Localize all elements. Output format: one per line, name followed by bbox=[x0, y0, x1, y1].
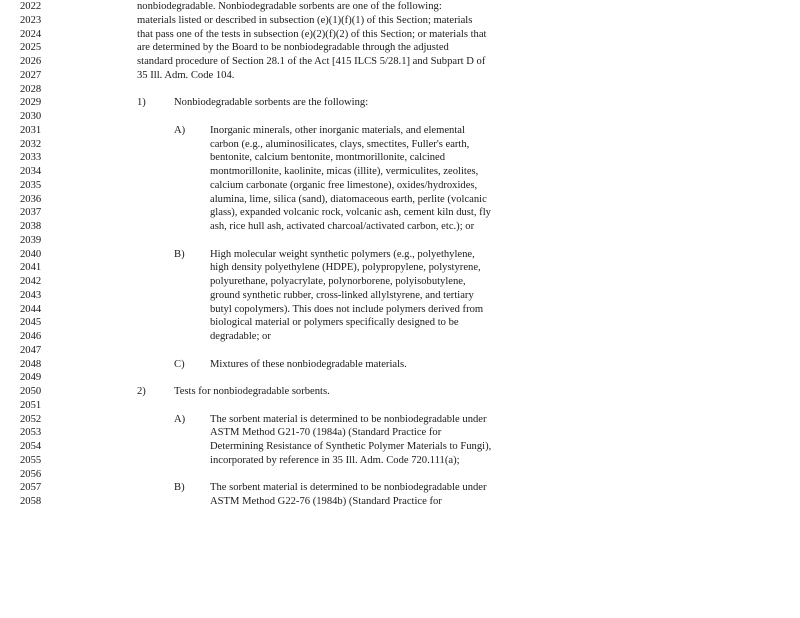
document-line bbox=[0, 14, 800, 28]
document-line bbox=[0, 0, 800, 14]
document-line bbox=[0, 468, 800, 482]
subsection-label: C) bbox=[174, 358, 185, 370]
subsection-label: B) bbox=[174, 482, 185, 494]
line-number: 2058 bbox=[20, 496, 42, 507]
line-text: high density polyethylene (HDPE), polypropylene, polystyrene, bbox=[210, 262, 481, 274]
line-number: 2026 bbox=[20, 56, 42, 67]
document-line bbox=[0, 179, 800, 193]
line-number: 2045 bbox=[20, 317, 42, 329]
document-line bbox=[0, 124, 800, 138]
line-text: alumina, lime, silica (sand), diatomaceous earth, perlite (volcanic bbox=[210, 193, 487, 205]
line-number: 2035 bbox=[20, 179, 42, 191]
line-text: that pass one of the tests in subsection (e)(2)(f)(2) of this Section; or materials that bbox=[137, 28, 487, 40]
line-text: incorporated by reference in 35 Ill. Adm. Code 720.111(a); bbox=[210, 454, 460, 466]
document-line bbox=[0, 413, 800, 427]
line-number: 2041 bbox=[20, 262, 42, 274]
line-number: 2025 bbox=[20, 42, 42, 54]
subsection-label: A) bbox=[174, 413, 186, 425]
line-number: 2047 bbox=[20, 344, 42, 356]
document-line bbox=[0, 151, 800, 165]
line-number: 2031 bbox=[20, 124, 42, 136]
line-text: biological material or polymers specifically designed to be bbox=[210, 317, 459, 329]
line-text: calcium carbonate (organic free limestone), oxides/hydroxides, bbox=[210, 179, 478, 191]
line-text: materials listed or described in subsection (e)(1)(f)(1) of this Section; materials bbox=[137, 14, 473, 26]
line-number: 2038 bbox=[20, 221, 42, 232]
subsection-label: B) bbox=[174, 248, 185, 260]
document-line bbox=[0, 344, 800, 358]
line-number: 2048 bbox=[20, 358, 42, 370]
line-text: Tests for nonbiodegradable sorbents. bbox=[174, 386, 330, 397]
document-line bbox=[0, 454, 800, 468]
document-line bbox=[0, 330, 800, 344]
document-line bbox=[0, 138, 800, 152]
line-text: carbon (e.g., aluminosilicates, clays, smectites, Fuller's earth, bbox=[210, 138, 470, 150]
subsection-label: 1) bbox=[137, 97, 146, 109]
line-number: 2044 bbox=[20, 303, 42, 315]
line-text: montmorillonite, kaolinite, micas (illite), vermiculites, zeolites, bbox=[210, 166, 479, 177]
document-line bbox=[0, 358, 800, 372]
line-number: 2043 bbox=[20, 289, 42, 301]
document-line bbox=[0, 261, 800, 275]
line-text: Determining Resistance of Synthetic Polymer Materials to Fungi), bbox=[210, 441, 492, 452]
line-number: 2053 bbox=[20, 427, 42, 439]
document-line bbox=[0, 303, 800, 317]
line-number: 2055 bbox=[20, 454, 42, 466]
line-number: 2032 bbox=[20, 138, 42, 150]
line-text: ASTM Method G22-76 (1984b) (Standard Practice for bbox=[210, 496, 442, 507]
document-line bbox=[0, 165, 800, 179]
document-line bbox=[0, 220, 800, 234]
line-number: 2040 bbox=[20, 248, 42, 260]
line-text: The sorbent material is determined to be nonbiodegradable under bbox=[210, 482, 487, 494]
document-line bbox=[0, 440, 800, 454]
line-number: 2022 bbox=[20, 1, 42, 12]
line-text: Inorganic minerals, other inorganic materials, and elemental bbox=[210, 124, 465, 136]
document-line bbox=[0, 193, 800, 207]
line-text: nonbiodegradable. Nonbiodegradable sorbents are one of the following: bbox=[137, 1, 442, 12]
line-text: Nonbiodegradable sorbents are the following: bbox=[174, 97, 369, 109]
line-number: 2051 bbox=[20, 399, 42, 411]
line-number: 2054 bbox=[20, 441, 42, 452]
document-line bbox=[0, 399, 800, 413]
line-number: 2033 bbox=[20, 152, 42, 164]
line-number: 2027 bbox=[20, 69, 42, 81]
line-text: degradable; or bbox=[210, 331, 271, 342]
line-number: 2034 bbox=[20, 166, 42, 177]
line-number: 2050 bbox=[20, 386, 42, 397]
line-number: 2036 bbox=[20, 193, 42, 205]
line-text: Mixtures of these nonbiodegradable materials. bbox=[210, 358, 407, 370]
document-line bbox=[0, 275, 800, 289]
line-number: 2049 bbox=[20, 372, 42, 384]
line-number: 2039 bbox=[20, 234, 42, 246]
line-text: butyl copolymers). This does not include polymers derived from bbox=[210, 303, 484, 315]
document-line bbox=[0, 248, 800, 262]
document-line bbox=[0, 316, 800, 330]
document-line bbox=[0, 55, 800, 69]
document-line bbox=[0, 206, 800, 220]
subsection-label: A) bbox=[174, 124, 186, 136]
line-text: ASTM Method G21-70 (1984a) (Standard Practice for bbox=[210, 427, 442, 439]
document-line bbox=[0, 385, 800, 399]
line-text: ground synthetic rubber, cross-linked allylstyrene, and tertiary bbox=[210, 289, 474, 301]
line-number: 2029 bbox=[20, 97, 42, 109]
line-text: ash, rice hull ash, activated charcoal/activated carbon, etc.); or bbox=[210, 221, 475, 232]
line-number: 2023 bbox=[20, 14, 42, 26]
document-line bbox=[0, 110, 800, 124]
subsection-label: 2) bbox=[137, 386, 146, 397]
line-number: 2024 bbox=[20, 28, 42, 40]
line-number: 2057 bbox=[20, 482, 42, 494]
line-number: 2028 bbox=[20, 83, 42, 95]
line-number: 2042 bbox=[20, 276, 42, 287]
document-line bbox=[0, 371, 800, 385]
document-line bbox=[0, 426, 800, 440]
line-text: The sorbent material is determined to be nonbiodegradable under bbox=[210, 413, 487, 425]
document-line bbox=[0, 28, 800, 42]
line-text: 35 Ill. Adm. Code 104. bbox=[137, 69, 235, 81]
document-line bbox=[0, 289, 800, 303]
line-text: standard procedure of Section 28.1 of the Act [415 ILCS 5/28.1] and Subpart D of bbox=[137, 56, 486, 67]
line-text: polyurethane, polyacrylate, polynorborene, polyisobutylene, bbox=[210, 276, 466, 287]
line-number: 2030 bbox=[20, 111, 42, 122]
line-number: 2046 bbox=[20, 331, 42, 342]
document-line bbox=[0, 234, 800, 248]
document-line bbox=[0, 69, 800, 83]
line-number: 2052 bbox=[20, 413, 42, 425]
line-text: bentonite, calcium bentonite, montmorillonite, calcined bbox=[210, 152, 446, 164]
line-text: High molecular weight synthetic polymers (e.g., polyethylene, bbox=[210, 248, 475, 260]
line-text: glass), expanded volcanic rock, volcanic ash, cement kiln dust, fly bbox=[210, 207, 491, 219]
document-line bbox=[0, 83, 800, 97]
document-line bbox=[0, 96, 800, 110]
document-line bbox=[0, 41, 800, 55]
line-number: 2056 bbox=[20, 468, 42, 480]
line-number: 2037 bbox=[20, 207, 42, 219]
document-line bbox=[0, 495, 800, 509]
document-line bbox=[0, 481, 800, 495]
line-text: are determined by the Board to be nonbiodegradable through the adjusted bbox=[137, 42, 449, 54]
